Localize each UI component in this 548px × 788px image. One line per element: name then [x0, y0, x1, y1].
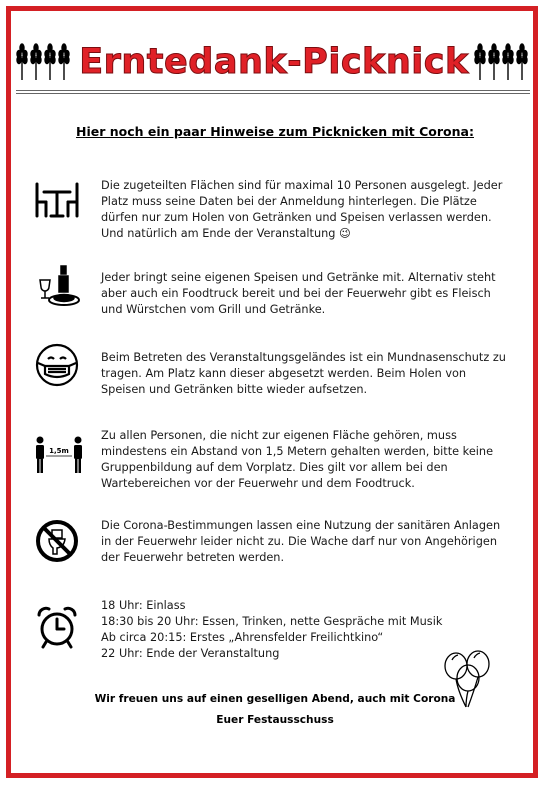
text-line: dürfen nur zum Holen von Getränken und Speisen verlassen werden.	[101, 211, 492, 224]
no-toilet-icon	[34, 518, 80, 564]
text-line: der Feuerwehr betreten werden.	[101, 551, 285, 564]
text-line: Die Corona-Bestimmungen lassen eine Nutzung der sanitären Anlagen	[101, 519, 501, 532]
face-mask-icon	[34, 342, 80, 388]
title-rule-bottom	[16, 93, 530, 94]
text-line: mindestens ein Abstand von 1,5 Metern gehalten werden, bitte keine	[101, 445, 494, 458]
schedule-line: 22 Uhr: Ende der Veranstaltung	[101, 647, 280, 660]
distance-label: 1,5m	[49, 447, 69, 455]
text-line: Und natürlich am Ende der Veranstaltung 😉	[101, 227, 351, 240]
text-line: Wartebereichen vor der Feuerwehr und dem Foodtruck.	[101, 477, 415, 490]
text-line: in der Feuerwehr leider nicht zu. Die Wache darf nur von Angehörigen	[101, 535, 497, 548]
section-mask-text	[101, 350, 511, 398]
wheat-right-icon	[474, 42, 528, 82]
section-distance-text	[101, 428, 511, 492]
subtitle: Hier noch ein paar Hinweise zum Picknicken mit Corona:	[76, 124, 474, 139]
distance-icon	[34, 434, 84, 480]
text-line: Speisen und Getränken bitte wieder aufsetzen.	[101, 383, 368, 396]
text-line: Platz muss seine Daten bei der Anmeldung hinterlegen. Die Plätze	[101, 195, 477, 208]
page-title: Erntedank-Picknick	[79, 42, 469, 82]
section-food-text	[101, 270, 511, 318]
schedule-line: 18 Uhr: Einlass	[101, 599, 186, 612]
section-toilet-text	[101, 518, 511, 566]
alarm-clock-icon	[34, 604, 80, 650]
section-table-text	[101, 178, 511, 242]
wheat-left-icon	[16, 42, 70, 82]
schedule-line: Ab circa 20:15: Erstes „Ahrensfelder Freilichtkino“	[101, 631, 384, 644]
text-line: Beim Betreten des Veranstaltungsgeländes ist ein Mundnasenschutz zu	[101, 351, 506, 364]
text-line: Jeder bringt seine eigenen Speisen und Getränke mit. Alternativ steht	[101, 271, 496, 284]
schedule-line: 18:30 bis 20 Uhr: Essen, Trinken, nette Gespräche mit Musik	[101, 615, 443, 628]
text-line: tragen. Am Platz kann dieser abgesetzt werden. Beim Holen von	[101, 367, 467, 380]
food-and-wine-icon	[34, 264, 80, 310]
text-line: Zu allen Personen, die nicht zur eigenen Fläche gehören, muss	[101, 429, 457, 442]
balloons-icon	[440, 648, 498, 718]
title-rule-top	[16, 90, 530, 91]
closing-message: Wir freuen uns auf einen geselligen Abend, auch mit Corona	[94, 693, 456, 705]
text-line: Gruppenbildung auf dem Vorplatz. Dies gilt vor allem bei den	[101, 461, 448, 474]
text-line: Die zugeteilten Flächen sind für maximal 10 Personen ausgelegt. Jeder	[101, 179, 503, 192]
signature: Euer Festausschuss	[216, 714, 334, 726]
picnic-table-icon	[34, 178, 80, 224]
text-line: und Würstchen vom Grill und Getränke.	[101, 303, 326, 316]
text-line: aber auch ein Foodtruck bereit und bei der Feuerwehr gibt es Fleisch	[101, 287, 491, 300]
